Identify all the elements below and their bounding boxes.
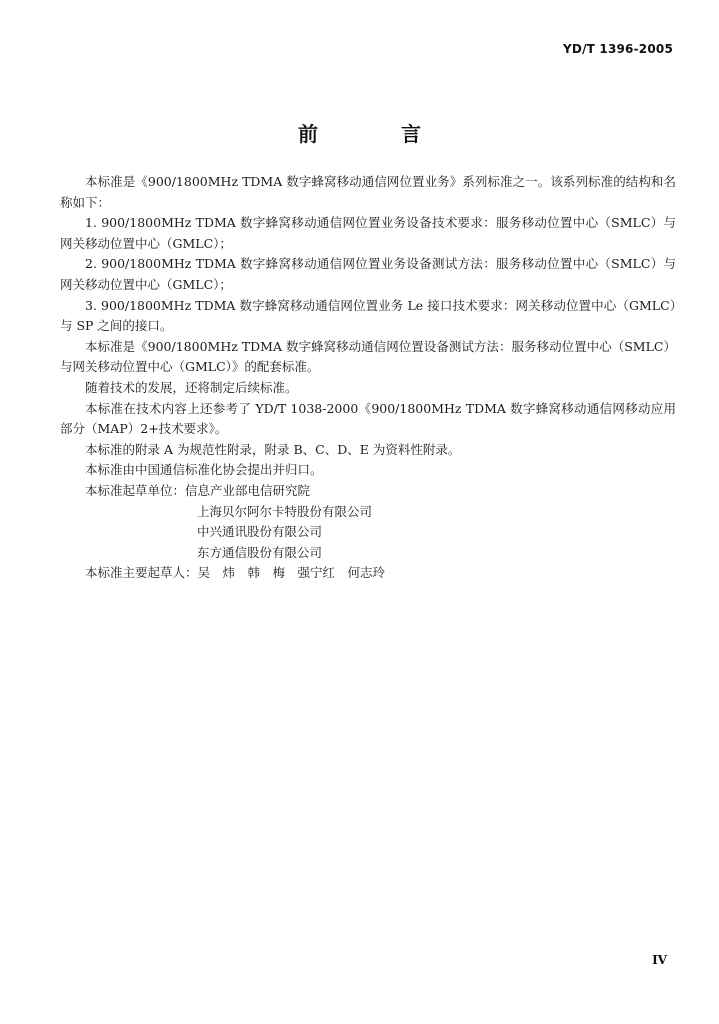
paragraph-item-1: 1. 900/1800MHz TDMA 数字蜂窝移动通信网位置业务设备技术要求：服务移动位置中心（SMLC）与网关移动位置中心（GMLC）；: [60, 215, 676, 251]
paragraph-reference: 本标准在技术内容上还参考了 YD/T 1038-2000《900/1800MHz TDMA 数字蜂窝移动通信网移动应用部分（MAP）2+技术要求》。: [60, 400, 676, 437]
paragraph-intro: 本标准是《900/1800MHz TDMA 数字蜂窝移动通信网位置业务》系列标准之一。该系列标准的结构和名称如下：: [60, 174, 676, 210]
drafting-unit-row: [60, 481, 676, 502]
paragraph-future-standards: 随着技术的发展，还将制定后续标准。: [85, 379, 298, 395]
paragraph-proposer: 本标准由中国通信标准化协会提出并归口。: [85, 462, 323, 478]
drafting-units: [60, 481, 676, 563]
paragraph-item-3: 3. 900/1800MHz TDMA 数字蜂窝移动通信网位置业务 Le 接口技术要求：网关移动位置中心（GMLC）与 SP 之间的接口。: [60, 297, 676, 334]
drafting-unit: 上海贝尔阿尔卡特股份有限公司: [197, 503, 373, 519]
drafting-unit: 中兴通讯股份有限公司: [197, 524, 323, 540]
paragraph-item-2: 2. 900/1800MHz TDMA 数字蜂窝移动通信网位置业务设备测试方法：服务移动位置中心（SMLC）与网关移动位置中心（GMLC）；: [60, 256, 676, 292]
main-authors: [60, 563, 676, 584]
drafting-unit: 东方通信股份有限公司: [197, 544, 323, 560]
main-authors-label: 本标准主要起草人：: [85, 565, 198, 581]
page-number: IV: [652, 953, 667, 967]
section-heading: 前 言: [298, 122, 459, 146]
drafting-unit: 信息产业部电信研究院: [185, 482, 311, 498]
paragraph-companion-standard: 本标准是《900/1800MHz TDMA 数字蜂窝移动通信网位置设备测试方法：服务移动位置中心（SMLC）与网关移动位置中心（GMLC）》的配套标准。: [60, 338, 676, 375]
main-authors-names: 吴 炜 韩 梅 强宁红 何志玲: [197, 565, 386, 581]
foreword-body: [60, 172, 676, 584]
paragraph-annexes: 本标准的附录 A 为规范性附录，附录 B、C、D、E 为资料性附录。: [85, 441, 461, 457]
standard-number: YD/T 1396-2005: [563, 42, 673, 56]
drafting-units-label: 本标准起草单位：: [85, 482, 186, 498]
